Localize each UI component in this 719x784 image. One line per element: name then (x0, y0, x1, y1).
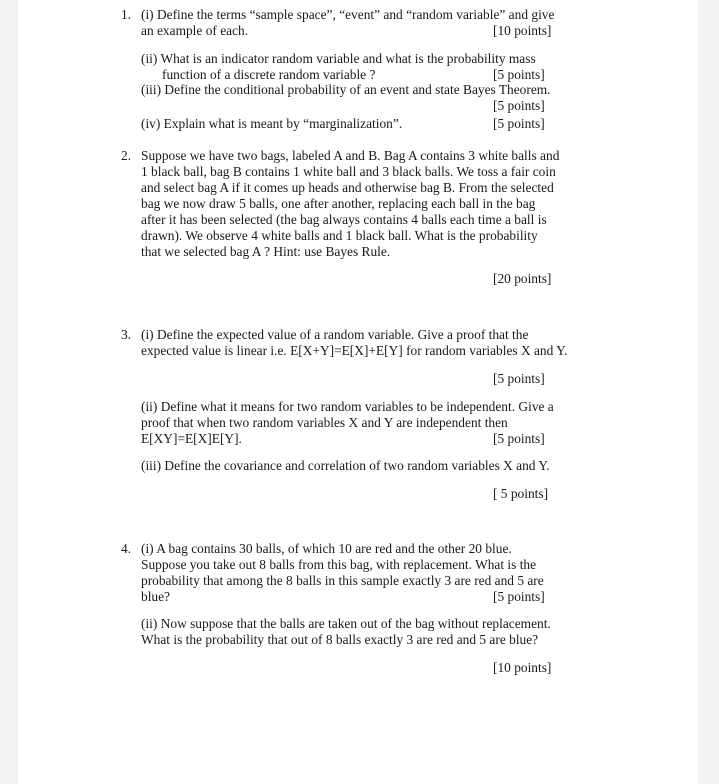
q2-line: drawn). We observe 4 white balls and 1 black ball. What is the probability (141, 228, 538, 243)
q1-part-ii-points: [5 points] (493, 67, 545, 82)
q3-part-ii-line-1: (ii) Define what it means for two random variables to be independent. Give a (141, 399, 554, 414)
q1-part-i-points: [10 points] (493, 23, 552, 38)
question-number: 1. (121, 7, 132, 22)
q1-part-i-line-2: an example of each. (141, 23, 249, 38)
q2-line: that we selected bag A ? Hint: use Bayes Rule. (141, 244, 391, 259)
q3-part-ii-line-2: proof that when two random variables X and Y are independent then (141, 415, 508, 430)
q4-part-i-line: (i) A bag contains 30 balls, of which 10 are red and the other 20 blue. (141, 541, 512, 556)
q2-line: bag we now draw 5 balls, one after another, replacing each ball in the bag (141, 196, 536, 211)
q1-part-iv-points: [5 points] (493, 116, 545, 131)
q4-part-i-line: blue? (141, 589, 170, 604)
q3-part-i-points: [5 points] (493, 371, 545, 386)
q1-part-ii-line-2: function of a discrete random variable ? (162, 67, 376, 82)
q3-part-i-line-1: (i) Define the expected value of a random variable. Give a proof that the (141, 327, 529, 342)
q3-part-ii-points: [5 points] (493, 431, 545, 446)
q2-line: after it has been selected (the bag always contains 4 balls each time a ball is (141, 212, 547, 227)
q1-part-ii-line-1: (ii) What is an indicator random variable and what is the probability mass (141, 51, 536, 66)
q3-part-ii-line-3: E[XY]=E[X]E[Y]. (141, 431, 242, 446)
q1-part-iv-line-1: (iv) Explain what is meant by “marginalization”. (141, 116, 403, 131)
question-number: 4. (121, 541, 132, 556)
q4-part-i-line: Suppose you take out 8 balls from this bag, with replacement. What is the (141, 557, 537, 572)
q2-line: 1 black ball, bag B contains 1 white ball and 3 black balls. We toss a fair coin (141, 164, 556, 179)
q4-part-ii-line: (ii) Now suppose that the balls are taken out of the bag without replacement. (141, 616, 551, 631)
q1-part-iii-line-1: (iii) Define the conditional probability of an event and state Bayes Theorem. (141, 82, 551, 97)
q4-part-i-points: [5 points] (493, 589, 545, 604)
q4-part-i-line: probability that among the 8 balls in this sample exactly 3 are red and 5 are (141, 573, 544, 588)
q2-points: [20 points] (493, 271, 552, 286)
q1-part-iii-points: [5 points] (493, 98, 545, 113)
q3-part-iii-line-1: (iii) Define the covariance and correlation of two random variables X and Y. (141, 458, 550, 473)
question-number: 3. (121, 327, 132, 342)
q4-part-ii-points: [10 points] (493, 660, 552, 675)
q2-line: Suppose we have two bags, labeled A and B. Bag A contains 3 white balls and (141, 148, 560, 163)
q4-part-ii-line: What is the probability that out of 8 balls exactly 3 are red and 5 are blue? (141, 632, 539, 647)
question-number: 2. (121, 148, 132, 163)
q1-part-i-line-1: (i) Define the terms “sample space”, “event” and “random variable” and give (141, 7, 555, 22)
q2-line: and select bag A if it comes up heads and otherwise bag B. From the selected (141, 180, 554, 195)
q3-part-iii-points: [ 5 points] (493, 486, 549, 501)
q3-part-i-line-2: expected value is linear i.e. E[X+Y]=E[X]+E[Y] for random variables X and Y. (141, 343, 568, 358)
